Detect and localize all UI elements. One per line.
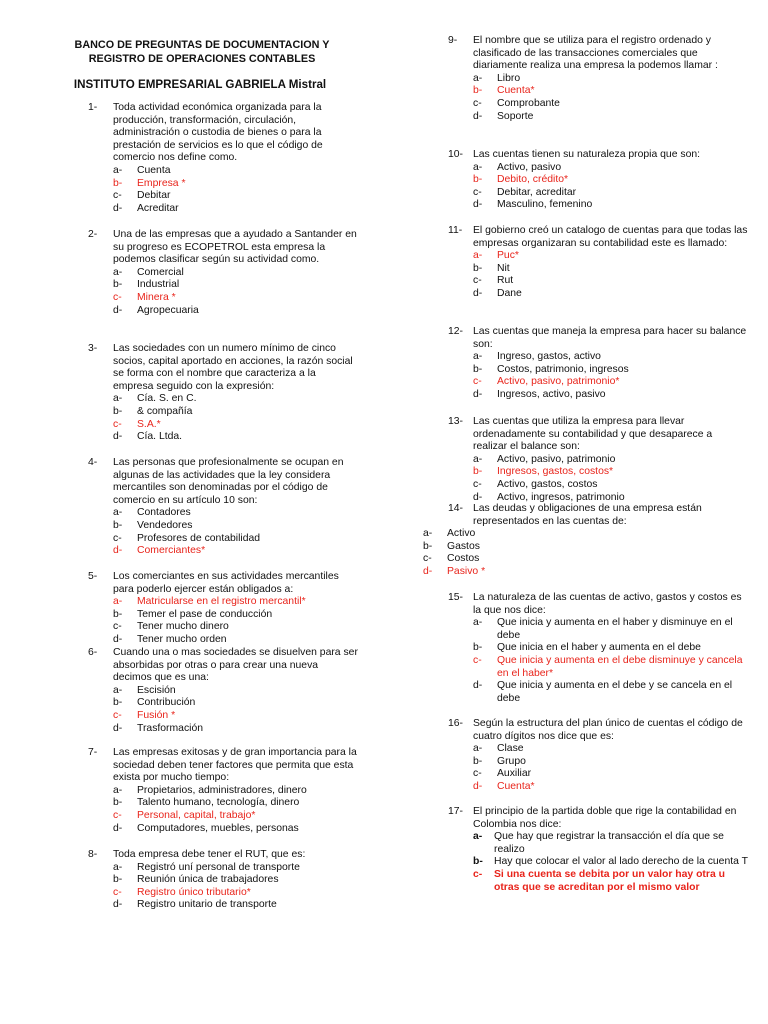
document-title [52, 38, 352, 66]
option-letter: c- [113, 532, 122, 544]
option-text: Debitar, acreditar [497, 186, 577, 198]
options-list [88, 685, 358, 735]
option-item [473, 856, 748, 869]
options-list [88, 596, 358, 646]
question-2 [88, 229, 358, 317]
option-item [113, 797, 358, 810]
option-text: Cuenta* [497, 780, 535, 792]
options-list [448, 162, 748, 212]
option-item [473, 389, 748, 402]
question-number: 1- [88, 102, 98, 113]
question-14 [423, 503, 748, 579]
question-8 [88, 849, 358, 912]
question-15 [448, 592, 748, 705]
option-correct [113, 596, 358, 609]
option-text: Ingreso, gastos, activo [497, 351, 601, 363]
option-item [113, 520, 358, 533]
option-text: Activo, pasivo, patrimonio* [497, 376, 620, 388]
question-number: 10- [448, 149, 464, 160]
option-item [473, 768, 748, 781]
option-letter: d- [113, 304, 123, 316]
option-text: Industrial [137, 279, 180, 291]
option-text: Escisión [137, 684, 176, 696]
option-letter: c- [473, 868, 483, 880]
option-text: Computadores, muebles, personas [137, 822, 299, 834]
option-item [113, 685, 358, 698]
question-number: 15- [448, 592, 464, 603]
question-stem [448, 592, 748, 617]
option-item [113, 305, 358, 318]
options-list [448, 617, 748, 705]
option-letter: b- [113, 279, 123, 291]
question-number: 9- [448, 35, 458, 46]
option-letter: b- [473, 174, 483, 186]
option-item [473, 111, 748, 124]
option-text: Libro [497, 72, 521, 84]
option-text: Costos, patrimonio, ingresos [497, 363, 629, 375]
option-letter: c- [113, 418, 122, 430]
option-letter: c- [473, 186, 482, 198]
option-letter: d- [113, 431, 123, 443]
option-text: Comercial [137, 266, 184, 278]
option-letter: b- [473, 363, 483, 375]
question-16 [448, 718, 748, 794]
question-stem [448, 718, 748, 743]
option-text: Contribución [137, 697, 196, 709]
options-list [448, 743, 748, 793]
question-text: Toda actividad económica organizada para la producción, transformación, circulación, administración o custodia de bienes o para la prestación de servicios es lo que el código de comercio nos define como. [113, 102, 323, 164]
option-correct [113, 178, 358, 191]
question-text: Toda empresa debe tener el RUT, que es: [113, 849, 306, 860]
option-letter: b- [113, 519, 123, 531]
options-list [448, 831, 748, 894]
question-stem [448, 225, 748, 250]
option-item [473, 73, 748, 86]
option-item [473, 479, 748, 492]
option-letter: d- [113, 722, 123, 734]
option-letter: c- [113, 621, 122, 633]
title-line-1: BANCO DE PREGUNTAS DE DOCUMENTACION Y [74, 39, 330, 51]
option-correct [473, 250, 748, 263]
option-item [113, 190, 358, 203]
institute-name: INSTITUTO EMPRESARIAL GABRIELA Mistral [73, 78, 327, 91]
option-text: & compañía [137, 405, 193, 417]
option-item [473, 743, 748, 756]
option-letter: a- [473, 743, 483, 755]
option-letter: a- [113, 861, 123, 873]
option-text: Si una cuenta se debita por un valor hay otra u otras que se acreditan por el mismo valor [494, 868, 725, 893]
question-stem [88, 571, 358, 596]
question-text: Las cuentas tienen su naturaleza propia que son: [473, 149, 701, 160]
option-letter: a- [113, 393, 123, 405]
option-letter: c- [113, 291, 122, 303]
option-text: Soporte [497, 110, 534, 122]
option-item [473, 98, 748, 111]
option-correct [113, 710, 358, 723]
option-item [473, 288, 748, 301]
option-text: Fusión * [137, 709, 176, 721]
option-text: Activo, ingresos, patrimonio [497, 491, 625, 503]
option-correct [473, 85, 748, 98]
option-letter: a- [113, 164, 123, 176]
option-letter: c- [113, 190, 122, 202]
option-text: Personal, capital, trabajo* [137, 809, 256, 821]
option-item [113, 621, 358, 634]
option-letter: b- [113, 608, 123, 620]
option-text: Comerciantes* [137, 545, 206, 557]
option-text: Que inicia y aumenta en el haber y disminuye en el debe [497, 617, 733, 641]
option-text: Activo, pasivo [497, 161, 562, 173]
question-number: 14- [448, 503, 464, 514]
option-text: Profesores de contabilidad [137, 532, 261, 544]
option-item [113, 267, 358, 280]
question-text: Las empresas exitosas y de gran importancia para la sociedad deben tener factores que permita que esta exista por mucho tiempo: [113, 747, 357, 784]
option-item [113, 279, 358, 292]
option-item [113, 634, 358, 647]
option-text: Debitar [137, 190, 171, 202]
options-list [448, 250, 748, 300]
question-text: El gobierno creó un catalogo de cuentas para que todas las empresas organizaran su contabilidad este es llamado: [473, 225, 748, 249]
option-item [113, 406, 358, 419]
option-letter: a- [473, 161, 483, 173]
option-text: Rut [497, 275, 514, 287]
options-list [448, 73, 748, 123]
option-letter: c- [473, 768, 482, 780]
option-letter: a- [473, 250, 483, 262]
question-number: 16- [448, 718, 464, 729]
question-number: 17- [448, 806, 464, 817]
option-text: Costos [447, 553, 480, 565]
option-letter: c- [473, 97, 482, 109]
option-letter: b- [473, 642, 483, 654]
option-text: Registro unitario de transporte [137, 899, 277, 911]
option-letter: a- [473, 617, 483, 629]
option-item [473, 617, 748, 642]
option-letter: b- [423, 540, 433, 552]
option-item [473, 162, 748, 175]
option-item [113, 533, 358, 546]
option-text: Minera * [137, 291, 176, 303]
option-letter: b- [473, 262, 483, 274]
option-text: Activo, gastos, costos [497, 478, 598, 490]
option-item [113, 609, 358, 622]
option-text: Nit [497, 262, 510, 274]
option-letter: a- [473, 831, 483, 843]
option-text: Ingresos, gastos, costos* [497, 466, 614, 478]
option-letter: d- [473, 287, 483, 299]
question-number: 12- [448, 326, 464, 337]
question-number: 4- [88, 457, 98, 468]
option-letter: a- [113, 784, 123, 796]
option-correct [473, 869, 748, 894]
question-stem [88, 457, 358, 507]
option-text: Comprobante [497, 97, 560, 109]
option-item [473, 680, 748, 705]
option-letter: b- [473, 755, 483, 767]
option-item [473, 199, 748, 212]
options-list [88, 267, 358, 317]
question-4 [88, 457, 358, 558]
question-text: El principio de la partida doble que rige la contabilidad en Colombia nos dice: [473, 806, 737, 830]
option-letter: d- [113, 202, 123, 214]
option-letter: d- [473, 388, 483, 400]
option-letter: d- [473, 110, 483, 122]
title-line-2: REGISTRO DE OPERACIONES CONTABLES [88, 53, 316, 65]
question-number: 2- [88, 229, 98, 240]
question-11 [448, 225, 748, 301]
option-letter: c- [473, 654, 482, 666]
option-correct [473, 174, 748, 187]
question-number: 8- [88, 849, 98, 860]
option-item [473, 275, 748, 288]
option-item [113, 393, 358, 406]
question-stem [448, 806, 748, 831]
option-text: Propietarios, administradores, dinero [137, 784, 307, 796]
option-text: Que hay que registrar la transacción el día que se realizo [494, 831, 724, 855]
option-text: Debito, crédito* [497, 174, 569, 186]
option-text: Temer el pase de conducción [137, 608, 273, 620]
question-text: Cuando una o mas sociedades se disuelven para ser absorbidas por otras o para crear una nueva decimos que es una: [113, 647, 358, 684]
option-letter: b- [113, 405, 123, 417]
question-3 [88, 343, 358, 444]
question-1 [88, 102, 358, 215]
option-item [113, 507, 358, 520]
option-item [473, 756, 748, 769]
option-text: Que inicia y aumenta en el debe y se cancela en el debe [497, 680, 733, 704]
option-text: Trasformación [137, 722, 204, 734]
question-text: El nombre que se utiliza para el registro ordenado y clasificado de las transacciones comerciales que diariamente realiza una empresa la podemos llamar : [473, 35, 718, 72]
option-text: Contadores [137, 507, 191, 519]
question-stem [448, 416, 748, 454]
question-text: Los comerciantes en sus actividades mercantiles para poderlo ejercer están obligados a: [113, 571, 339, 595]
question-stem [448, 35, 748, 73]
option-text: Tener mucho orden [137, 633, 227, 645]
option-letter: d- [473, 780, 483, 792]
question-stem [448, 503, 748, 528]
question-stem [88, 229, 358, 267]
option-correct [113, 545, 358, 558]
option-letter: c- [473, 275, 482, 287]
option-text: Empresa * [137, 177, 186, 189]
option-text: Masculino, femenino [497, 199, 593, 211]
question-text: Las personas que profesionalmente se ocupan en algunas de las actividades que la ley considera mercantiles son denominadas por el código de comercio en su artículo 10 son: [113, 457, 344, 506]
option-item [113, 785, 358, 798]
option-letter: c- [113, 809, 122, 821]
option-letter: b- [113, 874, 123, 886]
option-letter: d- [113, 633, 123, 645]
option-letter: a- [473, 72, 483, 84]
question-stem [448, 326, 748, 351]
question-17 [448, 806, 748, 894]
question-number: 7- [88, 747, 98, 758]
option-letter: b- [113, 797, 123, 809]
option-item [473, 831, 748, 856]
option-letter: c- [473, 376, 482, 388]
option-text: Que inicia y aumenta en el debe disminuye y cancela en el haber* [497, 654, 743, 679]
option-correct [113, 887, 358, 900]
option-text: Clase [497, 743, 524, 755]
option-correct [473, 376, 748, 389]
option-letter: a- [113, 596, 123, 608]
question-5 [88, 571, 358, 647]
options-list [448, 351, 748, 401]
question-7 [88, 747, 358, 835]
options-list [88, 507, 358, 557]
option-letter: a- [113, 266, 123, 278]
question-stem [88, 343, 358, 393]
question-text: Según la estructura del plan único de cuentas el código de cuatro dígitos nos dice que es: [473, 718, 743, 742]
option-text: Grupo [497, 755, 526, 767]
question-12 [448, 326, 748, 402]
option-letter: b- [473, 466, 483, 478]
question-13 [448, 416, 748, 504]
option-letter: d- [473, 680, 483, 692]
options-list [88, 165, 358, 215]
option-letter: d- [473, 199, 483, 211]
option-text: Matricularse en el registro mercantil* [137, 596, 306, 608]
question-text: Las cuentas que maneja la empresa para hacer su balance son: [473, 326, 747, 350]
option-letter: a- [473, 351, 483, 363]
question-text: Las cuentas que utiliza la empresa para llevar ordenadamente su contabilidad y que desaparece a realizar el balance son: [473, 416, 713, 453]
option-text: Reunión única de trabajadores [137, 874, 279, 886]
option-item [113, 431, 358, 444]
option-item [113, 165, 358, 178]
option-item [473, 364, 748, 377]
question-number: 6- [88, 647, 98, 658]
option-text: Auxiliar [497, 768, 532, 780]
option-letter: b- [113, 697, 123, 709]
option-item [473, 263, 748, 276]
option-letter: b- [473, 85, 483, 97]
option-letter: a- [423, 528, 433, 540]
question-number: 11- [448, 225, 463, 236]
option-text: Que inicia en el haber y aumenta en el debe [497, 642, 701, 654]
option-item [113, 823, 358, 836]
option-item [113, 862, 358, 875]
question-number: 13- [448, 416, 464, 427]
question-stem [88, 102, 358, 165]
question-6 [88, 647, 358, 735]
option-correct [473, 781, 748, 794]
option-item [113, 697, 358, 710]
option-text: Registro único tributario* [137, 886, 251, 898]
option-letter: c- [473, 478, 482, 490]
option-letter: d- [113, 899, 123, 911]
option-correct [423, 566, 748, 579]
option-text: Cía. Ltda. [137, 431, 183, 443]
option-item [113, 899, 358, 912]
option-text: Ingresos, activo, pasivo [497, 388, 606, 400]
option-text: Agropecuaria [137, 304, 199, 316]
question-text: Las sociedades con un numero mínimo de cinco socios, capital aportado en acciones, la razón social se forma con el nombre que caracteriza a la empresa seguido con la expresión: [113, 343, 353, 392]
question-9 [448, 35, 748, 123]
option-item [473, 642, 748, 655]
option-text: Cuenta [137, 164, 171, 176]
option-text: Cuenta* [497, 85, 535, 97]
option-letter: c- [113, 709, 122, 721]
options-list [448, 454, 748, 504]
option-item [473, 351, 748, 364]
option-item [113, 723, 358, 736]
option-item [423, 553, 748, 566]
option-item [473, 187, 748, 200]
option-item [113, 203, 358, 216]
question-stem [448, 149, 748, 162]
options-list [88, 862, 358, 912]
option-text: Puc* [497, 250, 519, 262]
option-text: Dane [497, 287, 522, 299]
option-correct [473, 466, 748, 479]
options-list [88, 785, 358, 835]
option-text: Cía. S. en C. [137, 393, 197, 405]
option-text: Acreditar [137, 202, 179, 214]
option-item [473, 454, 748, 467]
option-text: Talento humano, tecnología, dinero [137, 797, 300, 809]
option-letter: d- [113, 545, 123, 557]
option-correct [113, 292, 358, 305]
option-letter: a- [113, 507, 123, 519]
option-letter: d- [113, 822, 123, 834]
option-letter: a- [473, 453, 483, 465]
option-letter: a- [113, 684, 123, 696]
option-item [113, 874, 358, 887]
question-number: 3- [88, 343, 98, 354]
option-text: Tener mucho dinero [137, 621, 229, 633]
question-stem [88, 849, 358, 862]
option-letter: d- [473, 491, 483, 503]
question-text: La naturaleza de las cuentas de activo, gastos y costos es la que nos dice: [473, 592, 742, 616]
option-correct [473, 655, 748, 680]
option-text: Vendedores [137, 519, 193, 531]
question-text: Las deudas y obligaciones de una empresa están representados en las cuentas de: [473, 503, 702, 527]
option-text: Activo, pasivo, patrimonio [497, 453, 616, 465]
question-number: 5- [88, 571, 98, 582]
option-item [423, 541, 748, 554]
option-text: Pasivo * [447, 565, 486, 577]
option-text: Gastos [447, 540, 480, 552]
question-10 [448, 149, 748, 212]
option-letter: b- [113, 177, 123, 189]
option-text: Hay que colocar el valor al lado derecho de la cuenta T [494, 856, 748, 868]
option-correct [113, 419, 358, 432]
question-text: Una de las empresas que a ayudado a Santander en su progreso es ECOPETROL esta empresa la podemos clasificar según su actividad como. [113, 229, 357, 266]
option-letter: c- [113, 886, 122, 898]
option-letter: c- [423, 553, 432, 565]
question-stem [88, 747, 358, 785]
option-text: Activo [447, 528, 476, 540]
question-stem [88, 647, 358, 685]
option-letter: d- [423, 565, 433, 577]
options-list [423, 528, 748, 578]
option-letter: b- [473, 856, 483, 868]
option-text: Registró uní personal de transporte [137, 861, 300, 873]
options-list [88, 393, 358, 443]
option-item [423, 528, 748, 541]
option-text: S.A.* [137, 418, 161, 430]
option-correct [113, 810, 358, 823]
